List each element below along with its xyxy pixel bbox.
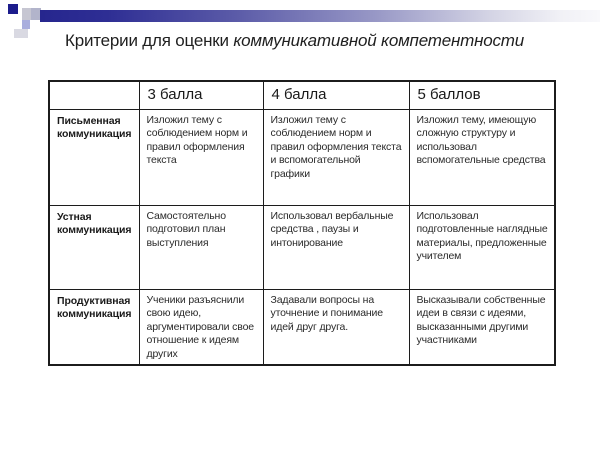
header-gradient-bar [40, 10, 600, 22]
column-header-5ballov: 5 баллов [409, 81, 555, 109]
column-header-3balla: 3 балла [139, 81, 263, 109]
row-label-productive: Продуктивная коммуникация [49, 289, 139, 365]
slide-title-italic: коммуникативной компетентности [233, 31, 525, 50]
table-cell: Самостоятельно подготовил план выступления [139, 205, 263, 289]
table-cell: Задавали вопросы на уточнение и понимание идей друг друга. [263, 289, 409, 365]
table-header-row [49, 81, 555, 109]
table-row [49, 289, 555, 365]
slide-title [65, 30, 524, 51]
criteria-table [48, 80, 556, 366]
decor-square-navy-icon [8, 4, 18, 14]
column-header-4balla: 4 балла [263, 81, 409, 109]
slide-title-normal: Критерии для оценки [65, 31, 234, 50]
table-cell: Ученики разъяснили свою идею, аргументировали свое отношение к идеям других [139, 289, 263, 365]
table-cell: Изложил тему, имеющую сложную структуру и использовал вспомогательные средства [409, 109, 555, 205]
decor-square-light-icon [14, 29, 28, 38]
decor-square-gray-icon [22, 8, 31, 20]
table-cell: Высказывали собственные идеи в связи с идеями, высказанными другими участниками [409, 289, 555, 365]
table-row [49, 205, 555, 289]
table-cell: Изложил тему с соблюдением норм и правил оформления текста [139, 109, 263, 205]
row-label-written: Письменная коммуникация [49, 109, 139, 205]
column-header-empty [49, 81, 139, 109]
table-cell: Использовал подготовленные наглядные материалы, предложенные учителем [409, 205, 555, 289]
decor-square-blue-icon [22, 20, 30, 29]
row-label-oral: Устная коммуникация [49, 205, 139, 289]
table-cell: Изложил тему с соблюдением норм и правил оформления текста и вспомогательной графики [263, 109, 409, 205]
table-cell: Использовал вербальные средства , паузы и интонирование [263, 205, 409, 289]
table-row [49, 109, 555, 205]
